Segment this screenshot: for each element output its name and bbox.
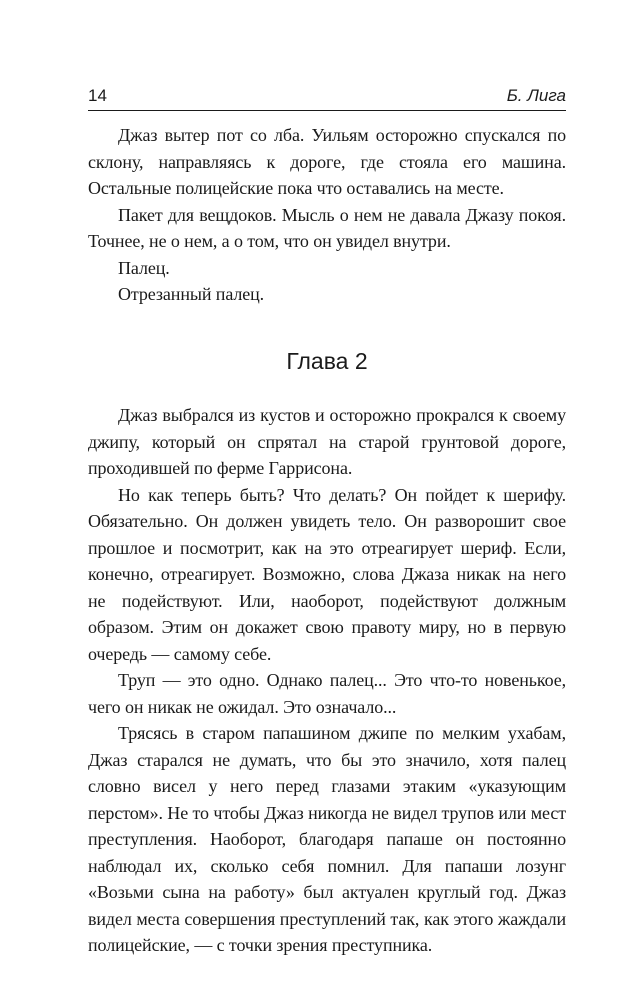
paragraph: Трясясь в старом папашином джипе по мелким ухабам, Джаз старался не думать, что бы это значило, хотя палец словно висел у него перед глазами этаким «указующим перстом». Не то чтобы Джаз никогда не видел трупов или мест преступления. Наоборот, благодаря папаше он постоянно наблюдал их, сколько себя помнил. Для папаши лозунг «Возьми сына на работу» был актуален круглый год. Джаз видел места совершения преступлений так, как этого жаждали полицейские, — с точки зрения преступника.	[88, 723, 566, 955]
paragraph: Джаз вытер пот со лба. Уильям осторожно спускался по склону, направляясь к дороге, где стояла его машина. Остальные полицейские пока что оставались на месте.	[88, 125, 566, 198]
paragraph: Отрезанный палец.	[118, 284, 265, 304]
paragraph: Но как теперь быть? Что делать? Он пойдет к шерифу. Обязательно. Он должен увидеть тело. Он разворошит свое прошлое и посмотрит, как на это отреагирует шериф. Если, конечно, отреагирует. Возможно, слова Джаза никак на него не подействуют. Или, наоборот, подействуют должным образом. Этим он докажет свою правоту миру, но в первую очередь — самому себе.	[88, 484, 566, 664]
section-1-text	[88, 122, 566, 308]
chapter-title: Глава 2	[286, 348, 368, 374]
paragraph: Джаз выбрался из кустов и осторожно прокрался к своему джипу, который он спрятал на старой грунтовой дороге, проходившей по ферме Гаррисона.	[88, 405, 566, 478]
paragraph: Пакет для вещдоков. Мысль о нем не давала Джазу покоя. Точнее, не о нем, а о том, что он увидел внутри.	[88, 204, 566, 251]
running-head-author: Б. Лига	[506, 86, 566, 105]
section-2-text	[88, 402, 566, 959]
paragraph: Труп — это одно. Однако палец... Это что-то новенькое, чего он никак не ожидал. Это означало...	[88, 670, 566, 717]
page-number: 14	[88, 86, 107, 105]
paragraph: Палец.	[118, 257, 170, 278]
running-header	[88, 80, 566, 106]
header-rule	[88, 110, 566, 111]
book-page	[88, 0, 566, 1000]
